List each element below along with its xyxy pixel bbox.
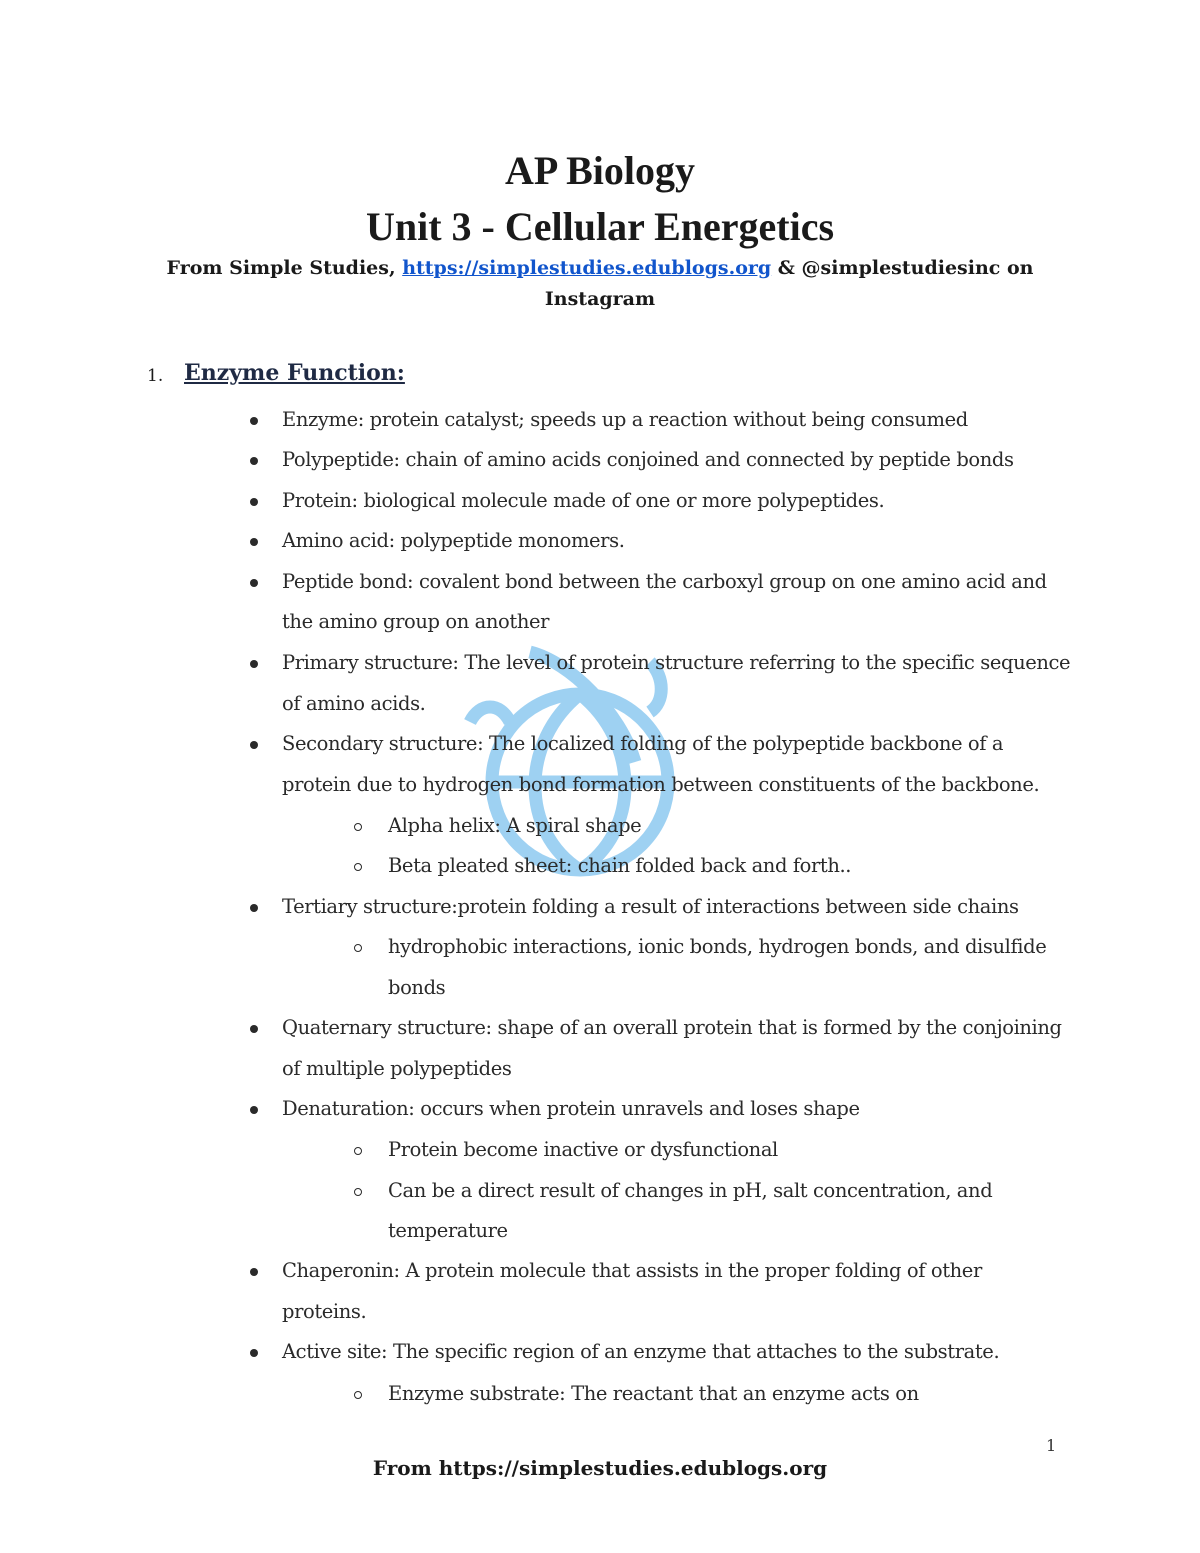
sub-list-item: hydrophobic interactions, ionic bonds, hydrogen bonds, and disulfide <box>388 935 1047 958</box>
sub-list-item-continued: temperature <box>388 1219 508 1242</box>
page-footer: From https://simplestudies.edublogs.org <box>372 1456 828 1480</box>
list-item: Active site: The specific region of an enzyme that attaches to the substrate. <box>282 1340 1000 1363</box>
list-item: Secondary structure: The localized folding of the polypeptide backbone of a <box>282 732 1004 755</box>
list-item: Chaperonin: A protein molecule that assists in the proper folding of other <box>282 1259 982 1282</box>
list-item: Amino acid: polypeptide monomers. <box>282 529 625 552</box>
sub-bullet-marker <box>354 1391 362 1399</box>
list-item-continued: the amino group on another <box>282 610 550 633</box>
sub-list-item-continued: bonds <box>388 976 446 999</box>
sub-list-item: Beta pleated sheet: chain folded back and forth.. <box>388 854 852 877</box>
bullet-marker <box>250 1268 258 1276</box>
bullet-marker <box>250 538 258 546</box>
bullet-marker <box>250 1349 258 1357</box>
section-heading: Enzyme Function: <box>184 360 405 386</box>
sub-bullet-marker <box>354 823 362 831</box>
sub-list-item: Alpha helix: A spiral shape <box>388 814 642 837</box>
source-line-2: Instagram <box>544 288 656 310</box>
sub-list-item: Enzyme substrate: The reactant that an enzyme acts on <box>388 1382 919 1405</box>
bullet-marker <box>250 1106 258 1114</box>
bullet-marker <box>250 741 258 749</box>
bullet-marker <box>250 1025 258 1033</box>
section-number: 1. <box>147 366 164 386</box>
unit-title: Unit 3 - Cellular Energetics <box>365 204 835 249</box>
source-prefix: From Simple Studies, <box>166 257 403 279</box>
list-item: Primary structure: The level of protein structure referring to the specific sequence <box>282 651 1071 674</box>
bullet-marker <box>250 579 258 587</box>
list-item-continued: of amino acids. <box>282 692 426 715</box>
list-item: Peptide bond: covalent bond between the carboxyl group on one amino acid and <box>282 570 1047 593</box>
list-item-continued: proteins. <box>282 1300 367 1323</box>
bullet-marker <box>250 457 258 465</box>
source-link[interactable]: https://simplestudies.edublogs.org <box>402 257 772 279</box>
sub-bullet-marker <box>354 944 362 952</box>
list-item: Protein: biological molecule made of one or more polypeptides. <box>282 489 885 512</box>
source-suffix: & @simplestudiesinc on <box>771 257 1034 279</box>
list-item: Polypeptide: chain of amino acids conjoined and connected by peptide bonds <box>282 448 1014 471</box>
list-item: Quaternary structure: shape of an overall protein that is formed by the conjoining <box>282 1016 1062 1039</box>
bullet-marker <box>250 904 258 912</box>
sub-list-item: Can be a direct result of changes in pH, salt concentration, and <box>388 1179 993 1202</box>
document-title: AP Biology <box>504 148 696 193</box>
bullet-marker <box>250 498 258 506</box>
bullet-marker <box>250 417 258 425</box>
list-item: Tertiary structure:protein folding a result of interactions between side chains <box>282 895 1019 918</box>
sub-bullet-marker <box>354 863 362 871</box>
list-item-continued: of multiple polypeptides <box>282 1057 512 1080</box>
sub-bullet-marker <box>354 1188 362 1196</box>
sub-list-item: Protein become inactive or dysfunctional <box>388 1138 778 1161</box>
bullet-marker <box>250 660 258 668</box>
source-line <box>0 257 1200 279</box>
list-item-continued: protein due to hydrogen bond formation between constituents of the backbone. <box>282 773 1040 796</box>
sub-bullet-marker <box>354 1147 362 1155</box>
list-item: Denaturation: occurs when protein unravels and loses shape <box>282 1097 860 1120</box>
page-number: 1 <box>1046 1436 1057 1455</box>
list-item: Enzyme: protein catalyst; speeds up a reaction without being consumed <box>282 408 968 431</box>
